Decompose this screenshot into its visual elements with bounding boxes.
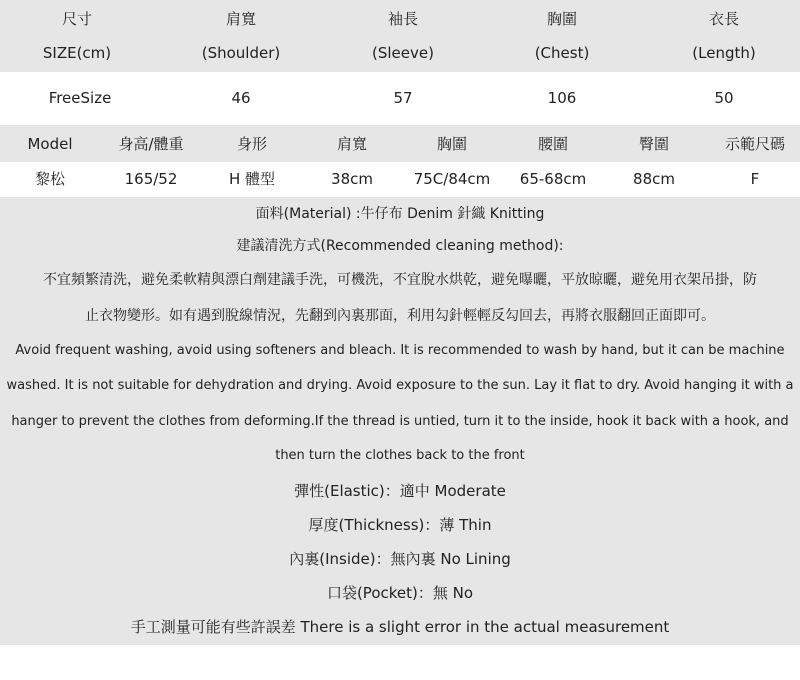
size-header-zh: 尺寸 [61, 10, 93, 28]
length-header-en: (Length) [692, 44, 756, 62]
demo-size-value: F [750, 170, 760, 188]
cleaning-zh-line-1: 不宜頻繁清洗，避免柔軟精與漂白劑建議手洗，可機洗，不宜脫水烘乾，避免曝曬，平放晾曬，避免用衣架吊掛，防 [43, 272, 757, 288]
material-line: 面料(Material) :牛仔布 Denim 針織 Knitting [255, 206, 545, 222]
thickness-line: 厚度(Thickness)：薄 Thin [308, 516, 492, 534]
size-header-en: SIZE(cm) [42, 44, 112, 62]
body-type-header: 身形 [236, 135, 268, 153]
measurement-error-note: 手工測量可能有些許誤差 There is a slight error in the actual measurement [130, 618, 670, 636]
height-weight-header: 身高/體重 [118, 135, 184, 153]
demo-size-header: 示範尺碼 [724, 135, 786, 153]
waist-header: 腰圍 [537, 135, 569, 153]
cleaning-zh-line-2: 止衣物變形。如有遇到脫線情況，先翻到內裏那面，利用勾針輕輕反勾回去，再將衣服翻回正面即可。 [85, 308, 715, 324]
shoulder-value: 46 [231, 89, 251, 107]
chest-header-zh: 胸圍 [546, 10, 578, 28]
shoulder-header-zh: 肩寬 [225, 10, 257, 28]
size-value: FreeSize [48, 89, 112, 107]
bust-value: 75C/84cm [413, 170, 491, 188]
hip-header: 臀圍 [638, 135, 670, 153]
pocket-line: 口袋(Pocket)：無 No [326, 584, 474, 602]
model-name: 黎松 [34, 170, 66, 188]
length-value: 50 [714, 89, 734, 107]
cleaning-en-line-4: then turn the clothes back to the front [275, 448, 525, 463]
size-table-row [0, 72, 800, 124]
sleeve-header-zh: 袖長 [387, 10, 419, 28]
inside-line: 內裏(Inside)：無內裏 No Lining [289, 550, 511, 568]
shoulder-header-en: (Shoulder) [201, 44, 281, 62]
waist-value: 65-68cm [519, 170, 587, 188]
chest-value: 106 [547, 89, 577, 107]
elastic-line: 彈性(Elastic)：適中 Moderate [294, 482, 506, 500]
cleaning-en-line-1: Avoid frequent washing, avoid using softeners and bleach. It is recommended to wash by hand, but it can be machine [15, 343, 785, 358]
shoulder-value-model: 38cm [331, 170, 373, 188]
length-header-zh: 衣長 [708, 10, 740, 28]
height-weight-value: 165/52 [124, 170, 178, 188]
model-table-header [0, 125, 800, 162]
shoulder-header: 肩寬 [336, 135, 368, 153]
cleaning-title: 建議清洗方式(Recommended cleaning method): [236, 238, 564, 254]
bust-header: 胸圍 [436, 135, 468, 153]
chest-header-en: (Chest) [534, 44, 590, 62]
product-details [0, 197, 800, 645]
model-table-row [0, 162, 800, 197]
sleeve-value: 57 [393, 89, 413, 107]
cleaning-en-line-2: washed. It is not suitable for dehydration and drying. Avoid exposure to the sun. Lay it flat to dry. Avoid hanging it with a [6, 378, 794, 393]
hip-value: 88cm [633, 170, 675, 188]
cleaning-en-line-3: hanger to prevent the clothes from deforming.If the thread is untied, turn it to the inside, hook it back with a hook, and [11, 414, 789, 429]
model-header: Model [27, 135, 73, 153]
sleeve-header-en: (Sleeve) [372, 44, 434, 62]
body-type-value: H 體型 [228, 170, 276, 188]
size-table-header [0, 0, 800, 72]
